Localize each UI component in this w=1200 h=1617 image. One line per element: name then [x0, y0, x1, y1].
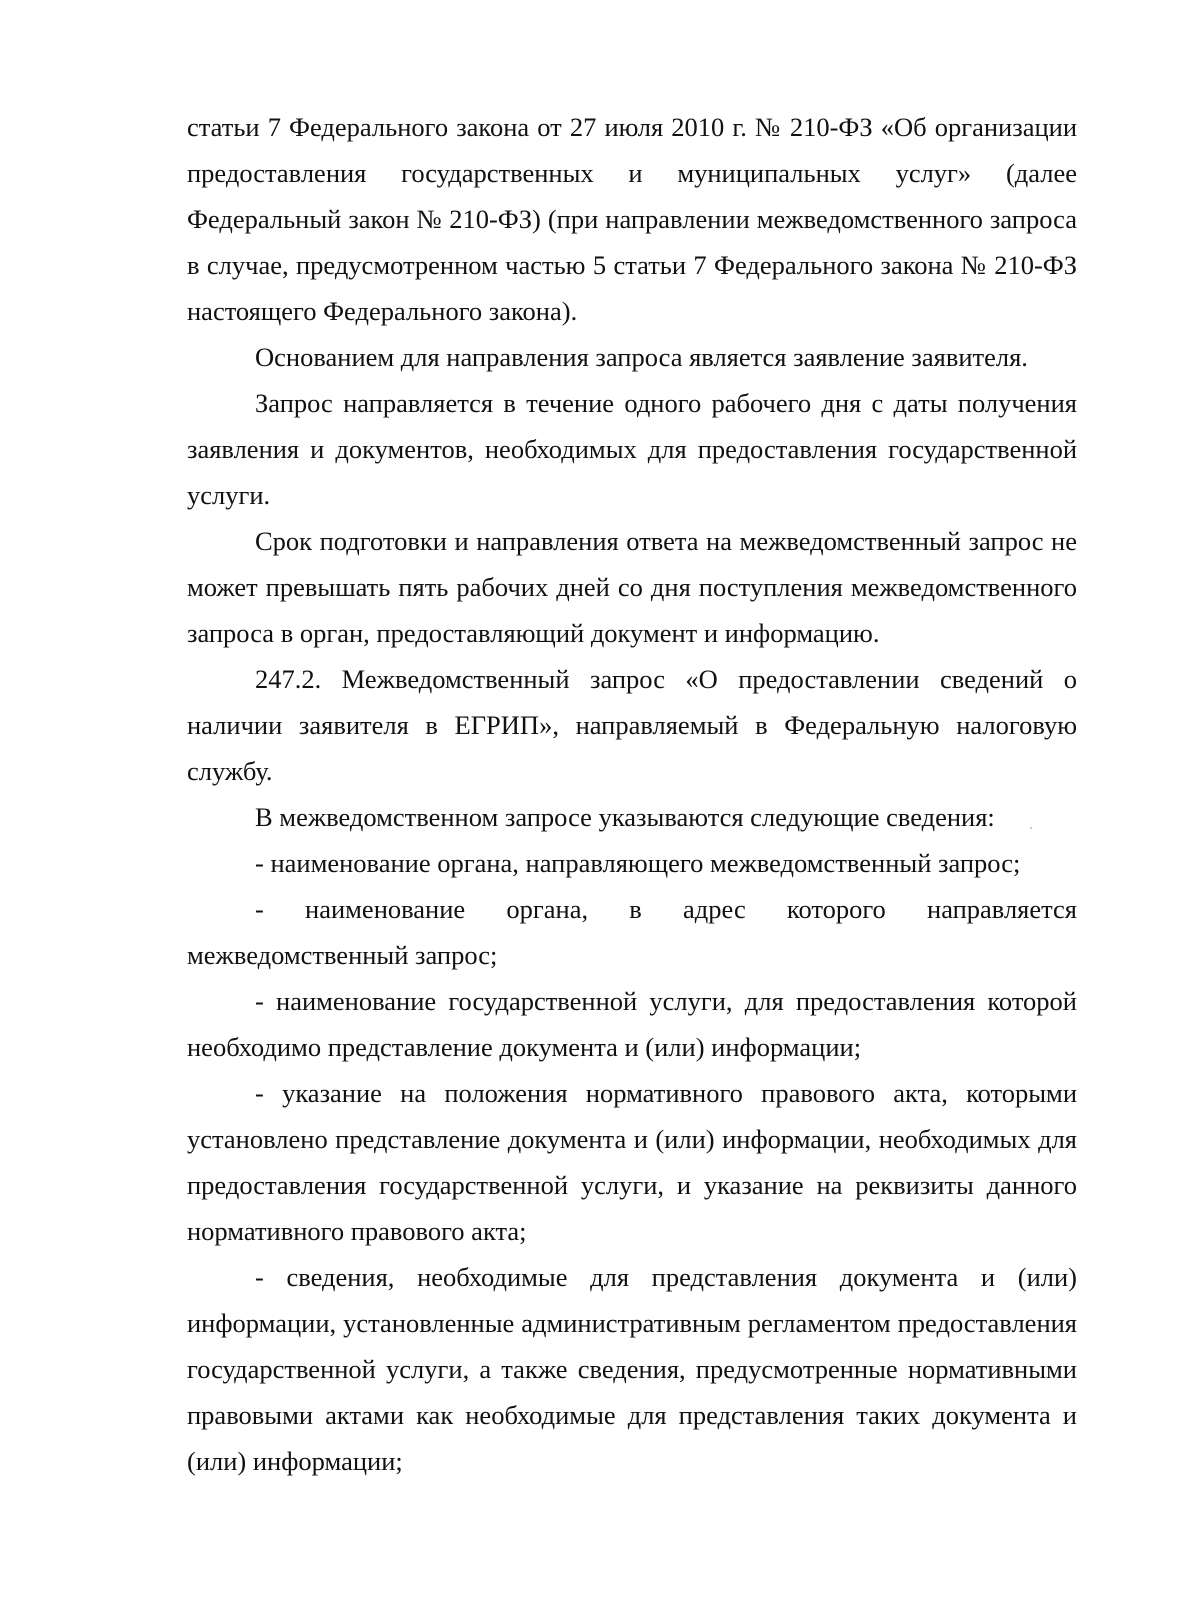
scan-speck	[1030, 827, 1032, 829]
list-item-receiving-authority: - наименование органа, в адрес которого направляется межведомственный запрос;	[187, 894, 1077, 970]
list-item-sending-authority: - наименование органа, направляющего межведомственный запрос;	[255, 848, 1021, 878]
paragraph-response-deadline: Срок подготовки и направления ответа на межведомственный запрос не может превышать пять рабочих дней со дня поступления межведомственного запроса в орган, предоставляющий документ и информацию.	[187, 526, 1077, 648]
list-item-service-name: - наименование государственной услуги, для предоставления которой необходимо представление документа и (или) информации;	[187, 986, 1077, 1062]
list-item-required-info: - сведения, необходимые для представления документа и (или) информации, установленные административным регламентом предоставления государственной услуги, а также сведения, предусмотренные нормативными правовыми актами как необходимые для представления таких документа и (или) информации;	[187, 1262, 1077, 1476]
paragraph-basis: Основанием для направления запроса является заявление заявителя.	[255, 342, 1028, 372]
paragraph-request-timing: Запрос направляется в течение одного рабочего дня с даты получения заявления и документов, необходимых для предоставления государственной услуги.	[187, 388, 1077, 510]
paragraph-continuation: статьи 7 Федерального закона от 27 июля 2010 г. № 210-ФЗ «Об организации предоставления государственных и муниципальных услуг» (далее Федеральный закон № 210-ФЗ) (при направлении межведомственного запроса в случае, предусмотренном частью 5 статьи 7 Федерального закона № 210-ФЗ настоящего Федерального закона).	[187, 112, 1077, 326]
paragraph-247-2: 247.2. Межведомственный запрос «О предоставлении сведений о наличии заявителя в ЕГРИП», направляемый в Федеральную налоговую службу.	[187, 664, 1077, 786]
document-body	[187, 104, 1077, 1484]
list-item-legal-act: - указание на положения нормативного правового акта, которыми установлено представление документа и (или) информации, необходимых для предоставления государственной услуги, и указание на реквизиты данного нормативного правового акта;	[187, 1078, 1077, 1246]
paragraph-request-contents: В межведомственном запросе указываются следующие сведения:	[255, 802, 995, 832]
